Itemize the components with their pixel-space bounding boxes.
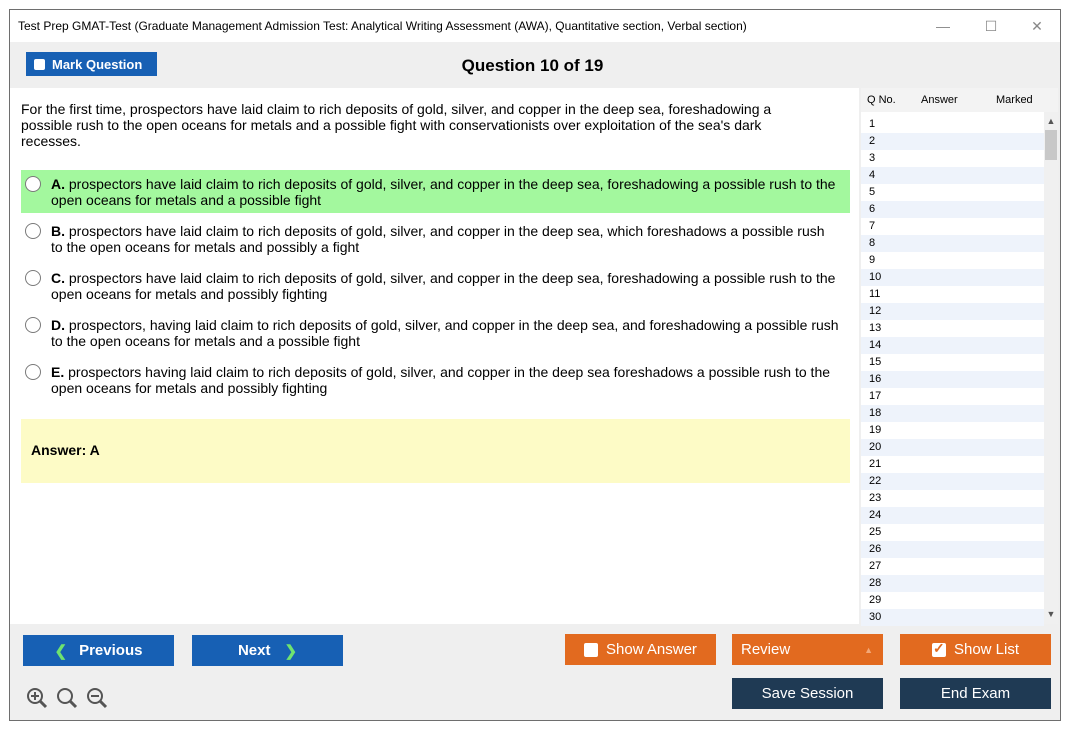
scroll-down-icon[interactable]: ▼ <box>1046 609 1056 619</box>
mark-question-button[interactable] <box>26 52 157 76</box>
next-button[interactable] <box>192 635 343 666</box>
list-scrollbar[interactable] <box>1044 112 1058 624</box>
list-row[interactable]: 6 <box>861 201 1044 218</box>
list-header <box>861 88 1058 112</box>
list-row[interactable]: 9 <box>869 254 876 266</box>
previous-button[interactable] <box>23 635 174 666</box>
option-text: prospectors have laid claim to rich deposits of gold, silver, and copper in the deep sea, which foreshadows a possible rush to the open oceans for metals and possibly a fight <box>51 223 825 255</box>
review-label: Review <box>741 641 791 658</box>
show-answer-button[interactable] <box>565 634 716 665</box>
list-row[interactable]: 17 <box>869 390 882 402</box>
radio-button[interactable] <box>25 270 41 286</box>
answer-text: Answer: A <box>31 442 100 458</box>
option-c[interactable] <box>21 264 850 307</box>
option-text: prospectors have laid claim to rich deposits of gold, silver, and copper in the deep sea, foreshadowing a possible rush to the open oceans for metals and possibly fighting <box>51 270 836 302</box>
list-row[interactable]: 20 <box>861 439 1044 456</box>
checkbox-icon <box>584 643 598 657</box>
chevron-right-icon: ❯ <box>284 642 298 660</box>
app-window <box>9 9 1061 721</box>
radio-button[interactable] <box>25 364 41 380</box>
option-a[interactable] <box>21 170 850 213</box>
caret-up-icon: ▲ <box>864 644 873 655</box>
show-list-button[interactable] <box>900 634 1051 665</box>
question-stem: For the first time, prospectors have laid claim to rich deposits of gold, silver, and copper in the deep sea, foreshadowing a possible rush to the open oceans for metals and a possible fight with conservationists over exploitation of the sea's dark recesses. <box>21 101 772 149</box>
zoom-in-icon[interactable] <box>26 687 48 715</box>
window-title: Test Prep GMAT-Test (Graduate Management Admission Test: Analytical Writing Assessment (AWA), Quantitative section, Verbal section) <box>18 19 747 33</box>
list-row[interactable]: 26 <box>861 541 1044 558</box>
option-d[interactable] <box>21 311 850 354</box>
list-row[interactable]: 10 <box>861 269 1044 286</box>
list-row[interactable]: 15 <box>869 356 882 368</box>
column-marked[interactable]: Marked <box>996 94 1033 106</box>
review-button[interactable] <box>732 634 883 665</box>
checkbox-checked-icon <box>932 643 946 657</box>
list-row[interactable]: 8 <box>861 235 1044 252</box>
list-row[interactable]: 28 <box>861 575 1044 592</box>
radio-button[interactable] <box>25 223 41 239</box>
list-row[interactable]: 13 <box>869 322 882 334</box>
list-row[interactable]: 18 <box>861 405 1044 422</box>
option-letter: C. <box>51 270 65 286</box>
list-row[interactable]: 7 <box>869 220 876 232</box>
radio-button[interactable] <box>25 176 41 192</box>
option-text: prospectors, having laid claim to rich deposits of gold, silver, and copper in the deep sea, and foreshadowing a possible rush to the open oceans for metals and a possible fight <box>51 317 839 349</box>
list-row[interactable]: 23 <box>869 492 882 504</box>
checkbox-icon <box>34 59 45 70</box>
zoom-reset-icon[interactable] <box>56 687 78 715</box>
list-rows <box>861 116 1044 626</box>
list-row[interactable]: 30 <box>861 609 1044 626</box>
list-row[interactable]: 11 <box>869 288 881 300</box>
list-row[interactable]: 27 <box>869 560 882 572</box>
column-answer[interactable]: Answer <box>921 94 958 106</box>
list-row[interactable]: 2 <box>861 133 1044 150</box>
column-qno[interactable]: Q No. <box>867 94 896 106</box>
scrollbar-thumb[interactable] <box>1045 130 1057 160</box>
question-header: Question 10 of 19 <box>461 56 604 75</box>
mark-question-label: Mark Question <box>52 56 143 72</box>
scroll-up-icon[interactable]: ▲ <box>1046 116 1056 126</box>
list-row[interactable]: 29 <box>869 594 882 606</box>
list-row[interactable]: 22 <box>861 473 1044 490</box>
list-row[interactable]: 19 <box>869 424 882 436</box>
option-text: prospectors having laid claim to rich deposits of gold, silver, and copper in the deep sea foreshadows a possible rush to the open oceans for metals and possibly fighting <box>51 364 831 396</box>
zoom-out-icon[interactable] <box>86 687 108 715</box>
previous-label: Previous <box>79 642 143 659</box>
save-session-button[interactable]: Save Session <box>732 678 883 709</box>
option-letter: A. <box>51 176 65 192</box>
show-answer-label: Show Answer <box>606 641 697 658</box>
show-list-label: Show List <box>953 641 1020 658</box>
answer-box <box>21 419 850 483</box>
list-row[interactable]: 12 <box>861 303 1044 320</box>
minimize-button[interactable]: — <box>936 18 950 34</box>
list-row[interactable]: 3 <box>869 152 876 164</box>
list-row[interactable]: 4 <box>861 167 1044 184</box>
next-label: Next <box>237 642 271 659</box>
chevron-left-icon: ❮ <box>54 642 68 660</box>
option-letter: B. <box>51 223 65 239</box>
option-e[interactable] <box>21 358 850 401</box>
option-letter: D. <box>51 317 65 333</box>
option-letter: E. <box>51 364 65 380</box>
option-text: prospectors have laid claim to rich deposits of gold, silver, and copper in the deep sea, foreshadowing a possible rush to the open oceans for metals and a possible fight <box>51 176 836 208</box>
question-list <box>861 88 1058 624</box>
list-row[interactable]: 25 <box>869 526 882 538</box>
close-button[interactable]: ✕ <box>1031 17 1043 34</box>
list-row[interactable]: 5 <box>869 186 876 198</box>
list-row[interactable]: 1 <box>869 118 876 130</box>
maximize-button[interactable]: ☐ <box>984 17 998 34</box>
question-panel <box>10 88 859 624</box>
list-row[interactable]: 16 <box>861 371 1044 388</box>
option-b[interactable] <box>21 217 850 260</box>
end-exam-button[interactable]: End Exam <box>900 678 1051 709</box>
radio-button[interactable] <box>25 317 41 333</box>
list-row[interactable]: 24 <box>861 507 1044 524</box>
title-bar <box>10 10 1060 42</box>
list-row[interactable]: 21 <box>869 458 882 470</box>
list-row[interactable]: 14 <box>861 337 1044 354</box>
